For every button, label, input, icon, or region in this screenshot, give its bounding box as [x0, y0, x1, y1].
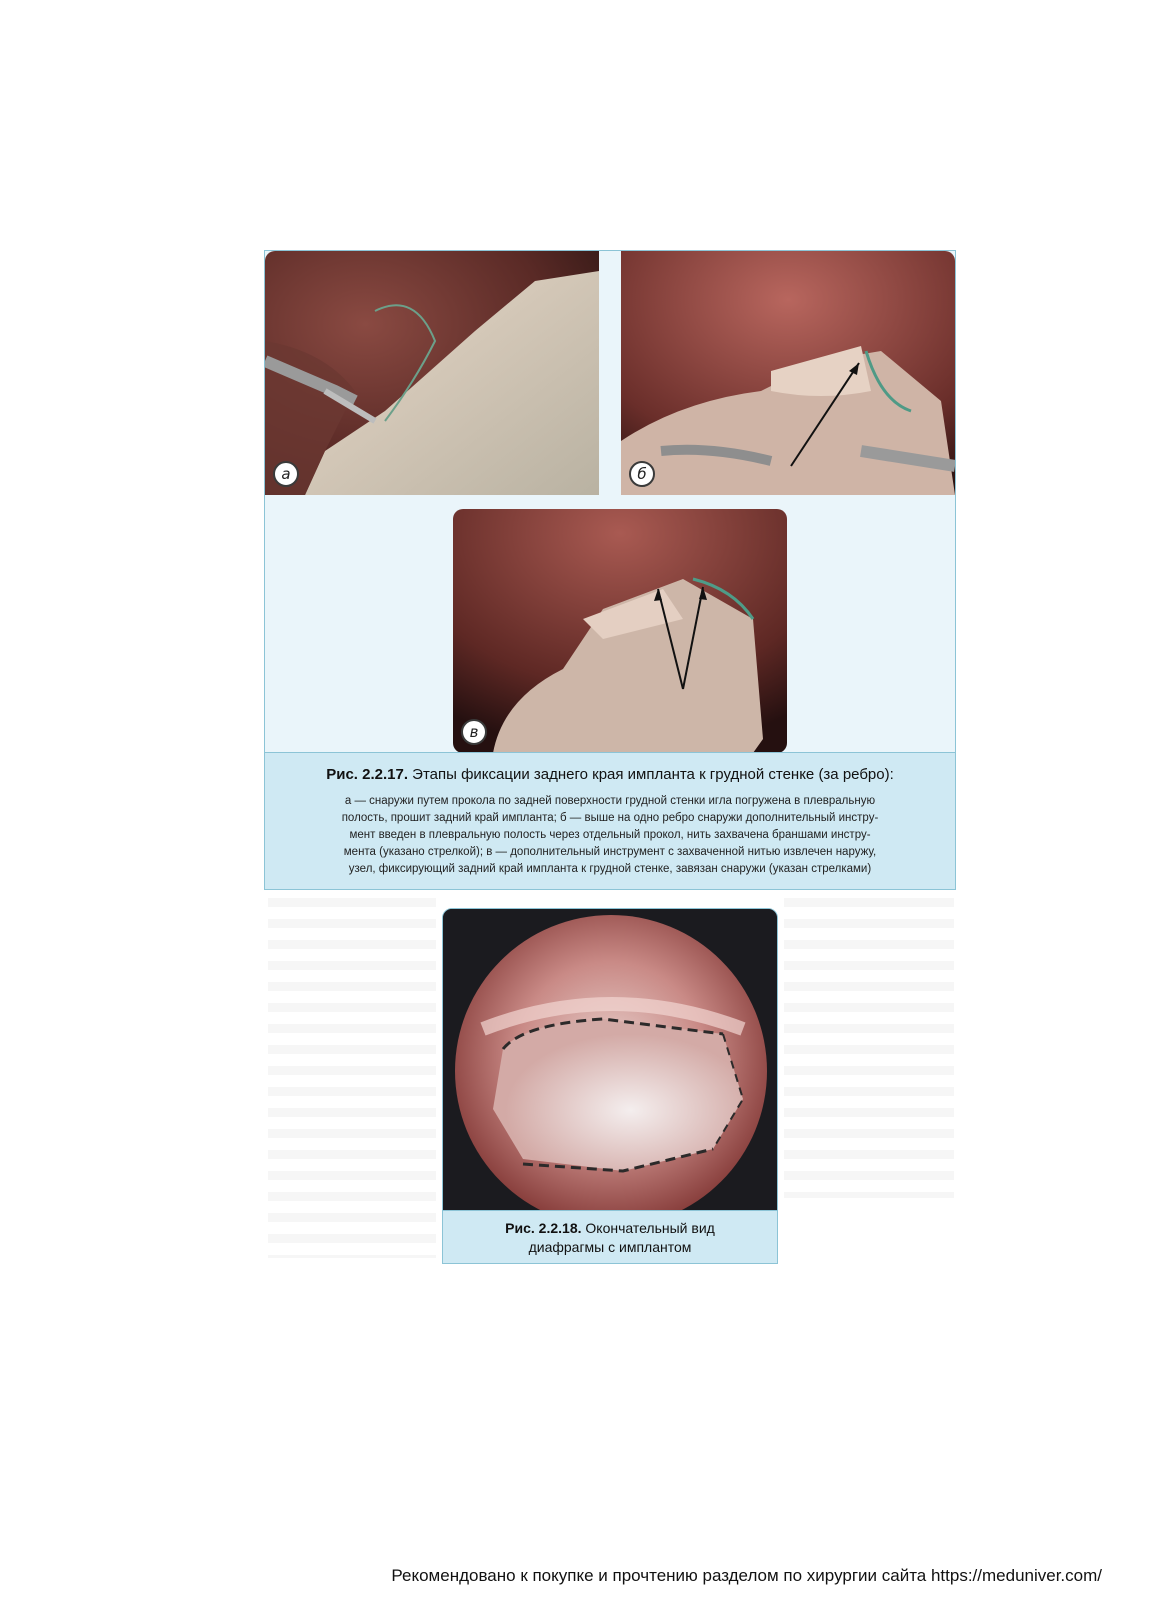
figure-2-2-17-caption [264, 752, 956, 890]
caption-line: полость, прошит задний край импланта; б — выше на одно ребро снаружи дополнительный инстру- [341, 812, 879, 824]
caption-line: узел, фиксирующий задний край импланта к грудной стенке, завязан снаружи (указан стрелками) [348, 863, 872, 875]
caption-figure-number: Рис. 2.2.18. [505, 1220, 582, 1236]
panel-label-c: в [461, 719, 487, 745]
bleed-through-text-lower-left [268, 898, 436, 1258]
caption-heading-text: Этапы фиксации заднего края импланта к грудной стенке (за ребро): [412, 766, 894, 783]
surgical-photo-a [265, 251, 599, 495]
surgical-photo-c [453, 509, 787, 753]
caption-heading [283, 765, 937, 784]
surgical-photo-diaphragm [443, 909, 778, 1211]
caption-text: Окончательный вид [585, 1220, 715, 1236]
footer-recommendation: Рекомендовано к покупке и прочтению разделом по хирургии сайта https://meduniver.com/ [391, 1566, 1102, 1585]
bleed-through-text-lower-right [784, 898, 954, 1198]
panel-label-b: б [629, 461, 655, 487]
surgical-photo-b [621, 251, 955, 495]
caption-description [283, 793, 937, 878]
photo-panel-c [453, 509, 787, 753]
photo-panel-b [621, 251, 955, 495]
caption-figure-number: Рис. 2.2.17. [326, 766, 408, 783]
figure-2-2-18-caption [442, 1210, 778, 1264]
panel-label-a: а [273, 461, 299, 487]
caption-line: мента (указано стрелкой); в — дополнительный инструмент с захваченной нитью извлечен наружу, [343, 846, 877, 858]
caption-line: а — снаружи путем прокола по задней поверхности грудной стенки игла погружена в плевральную [344, 795, 876, 807]
caption-line: мент введен в плевральную полость через отдельный прокол, нить захвачена браншами инстру- [349, 829, 871, 841]
photo-panel-a [265, 251, 599, 495]
caption-text: диафрагмы с имплантом [528, 1239, 692, 1255]
